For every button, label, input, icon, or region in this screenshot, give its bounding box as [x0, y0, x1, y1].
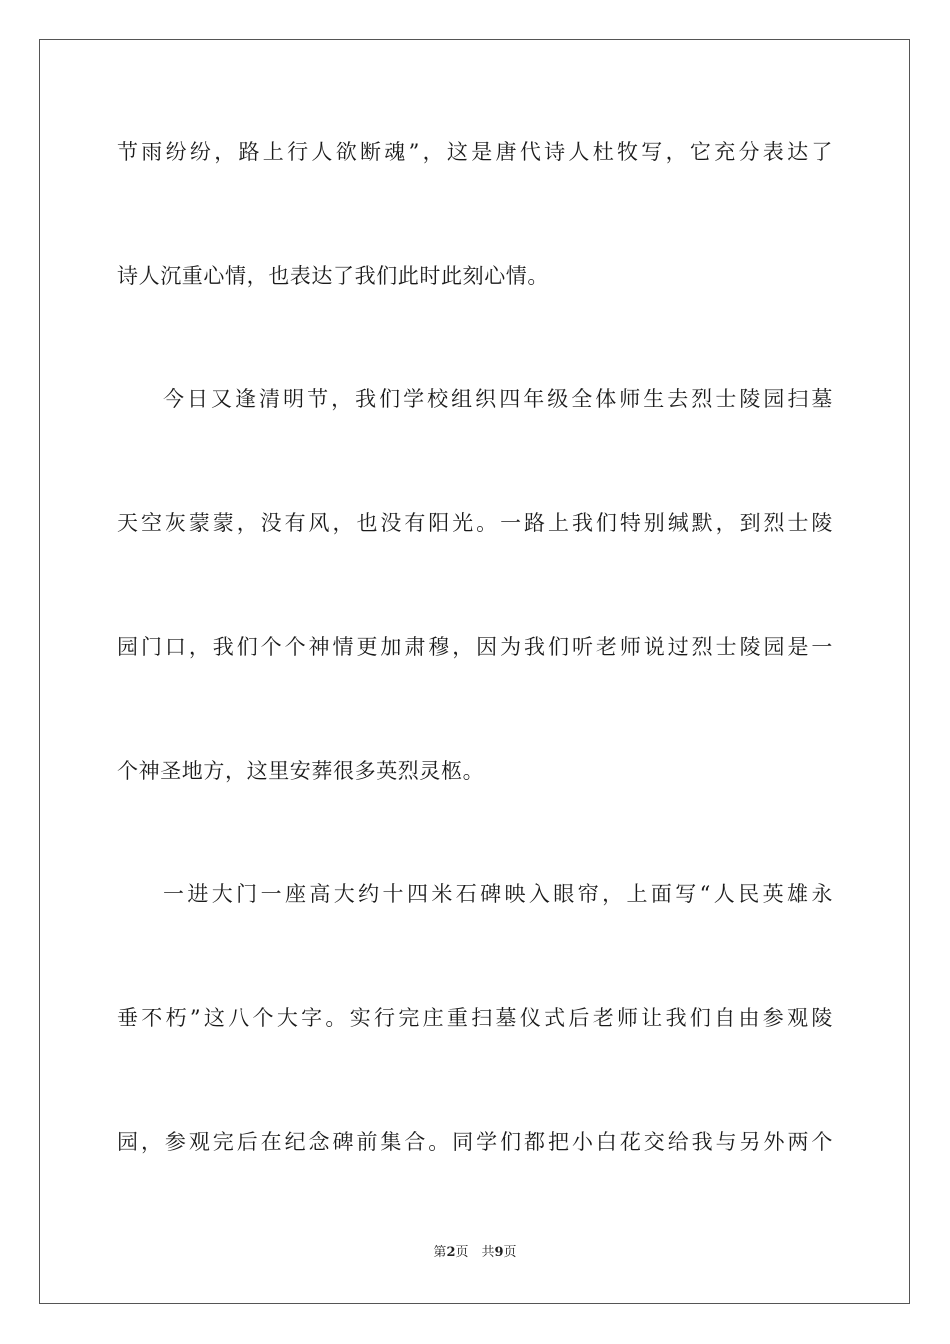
text-line-5: 园门口，我们个个神情更加肃穆，因为我们听老师说过烈士陵园是一	[117, 635, 833, 659]
footer-mid: 页 共	[455, 1245, 495, 1260]
footer-prefix: 第	[433, 1245, 447, 1260]
page-frame	[39, 39, 910, 1304]
footer-suffix: 页	[503, 1245, 517, 1260]
footer-current-page: 2	[446, 1245, 456, 1260]
text-line-3: 今日又逢清明节，我们学校组织四年级全体师生去烈士陵园扫墓	[163, 387, 833, 411]
footer-total-pages: 9	[494, 1245, 504, 1260]
page-footer	[0, 1244, 950, 1262]
text-line-6: 个神圣地方，这里安葬很多英烈灵柩。	[117, 759, 485, 783]
text-line-7: 一进大门一座高大约十四米石碑映入眼帘，上面写“人民英雄永	[163, 882, 833, 906]
text-line-8: 垂不朽”这八个大字。实行完庄重扫墓仪式后老师让我们自由参观陵	[117, 1006, 833, 1030]
text-line-9: 园，参观完后在纪念碑前集合。同学们都把小白花交给我与另外两个	[117, 1130, 833, 1154]
text-line-1: 节雨纷纷，路上行人欲断魂”，这是唐代诗人杜牧写，它充分表达了	[117, 140, 833, 164]
text-line-4: 天空灰蒙蒙，没有风，也没有阳光。一路上我们特别缄默，到烈士陵	[117, 511, 833, 535]
text-line-2: 诗人沉重心情，也表达了我们此时此刻心情。	[117, 264, 549, 288]
